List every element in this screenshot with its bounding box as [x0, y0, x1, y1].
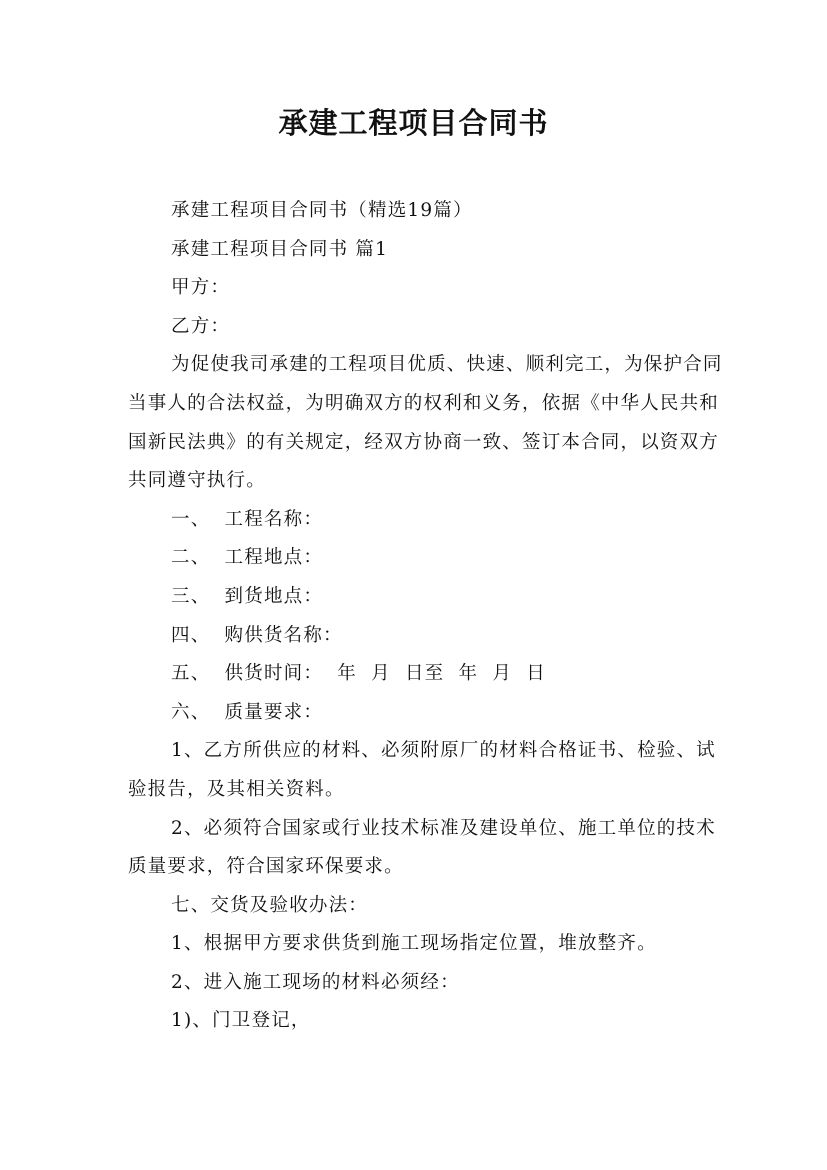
paragraph-delivery-location: 三、 到货地点：	[171, 585, 324, 607]
paragraph-acceptance-item-2: 2、进入施工现场的材料必须经：	[171, 971, 460, 993]
document-body	[128, 192, 728, 1041]
paragraph-project-location: 二、 工程地点：	[171, 547, 324, 569]
paragraph-quality-item-2: 2、必须符合国家或行业技术标准及建设单位、施工单位的技术质量要求，符合国家环保要求。	[128, 817, 716, 878]
paragraph-quality-item-1: 1、乙方所供应的材料、必须附原厂的材料合格证书、检验、试验报告，及其相关资料。	[128, 740, 716, 800]
paragraph-party-a: 甲方：	[171, 277, 231, 299]
paragraph-acceptance-heading: 七、交货及验收办法：	[171, 894, 369, 916]
paragraph-preamble: 为促使我司承建的工程项目优质、快速、顺利完工，为保护合同当事人的合法权益，为明确双方的权利和义务，依据《中华人民共和国新民法典》的有关规定，经双方协商一致、签订本合同，以资双方共同遵守执行。	[128, 354, 723, 492]
paragraph-delivery-time: 五、 供货时间： 年 月 日至 年 月 日	[171, 663, 546, 685]
paragraph-project-name: 一、 工程名称：	[171, 508, 324, 530]
paragraph-quality-heading: 六、 质量要求：	[171, 701, 324, 723]
paragraph-acceptance-item-1: 1、根据甲方要求供货到施工现场指定位置，堆放整齐。	[171, 933, 657, 955]
document-title: 承建工程项目合同书	[278, 106, 549, 140]
paragraph-section-heading: 承建工程项目合同书 篇1	[171, 238, 389, 260]
paragraph-goods-name: 四、 购供货名称：	[171, 624, 343, 646]
paragraph-subtitle: 承建工程项目合同书（精选19篇）	[171, 200, 473, 221]
paragraph-acceptance-subitem-1: 1)、门卫登记，	[171, 1010, 311, 1032]
paragraph-party-b: 乙方：	[171, 315, 231, 337]
